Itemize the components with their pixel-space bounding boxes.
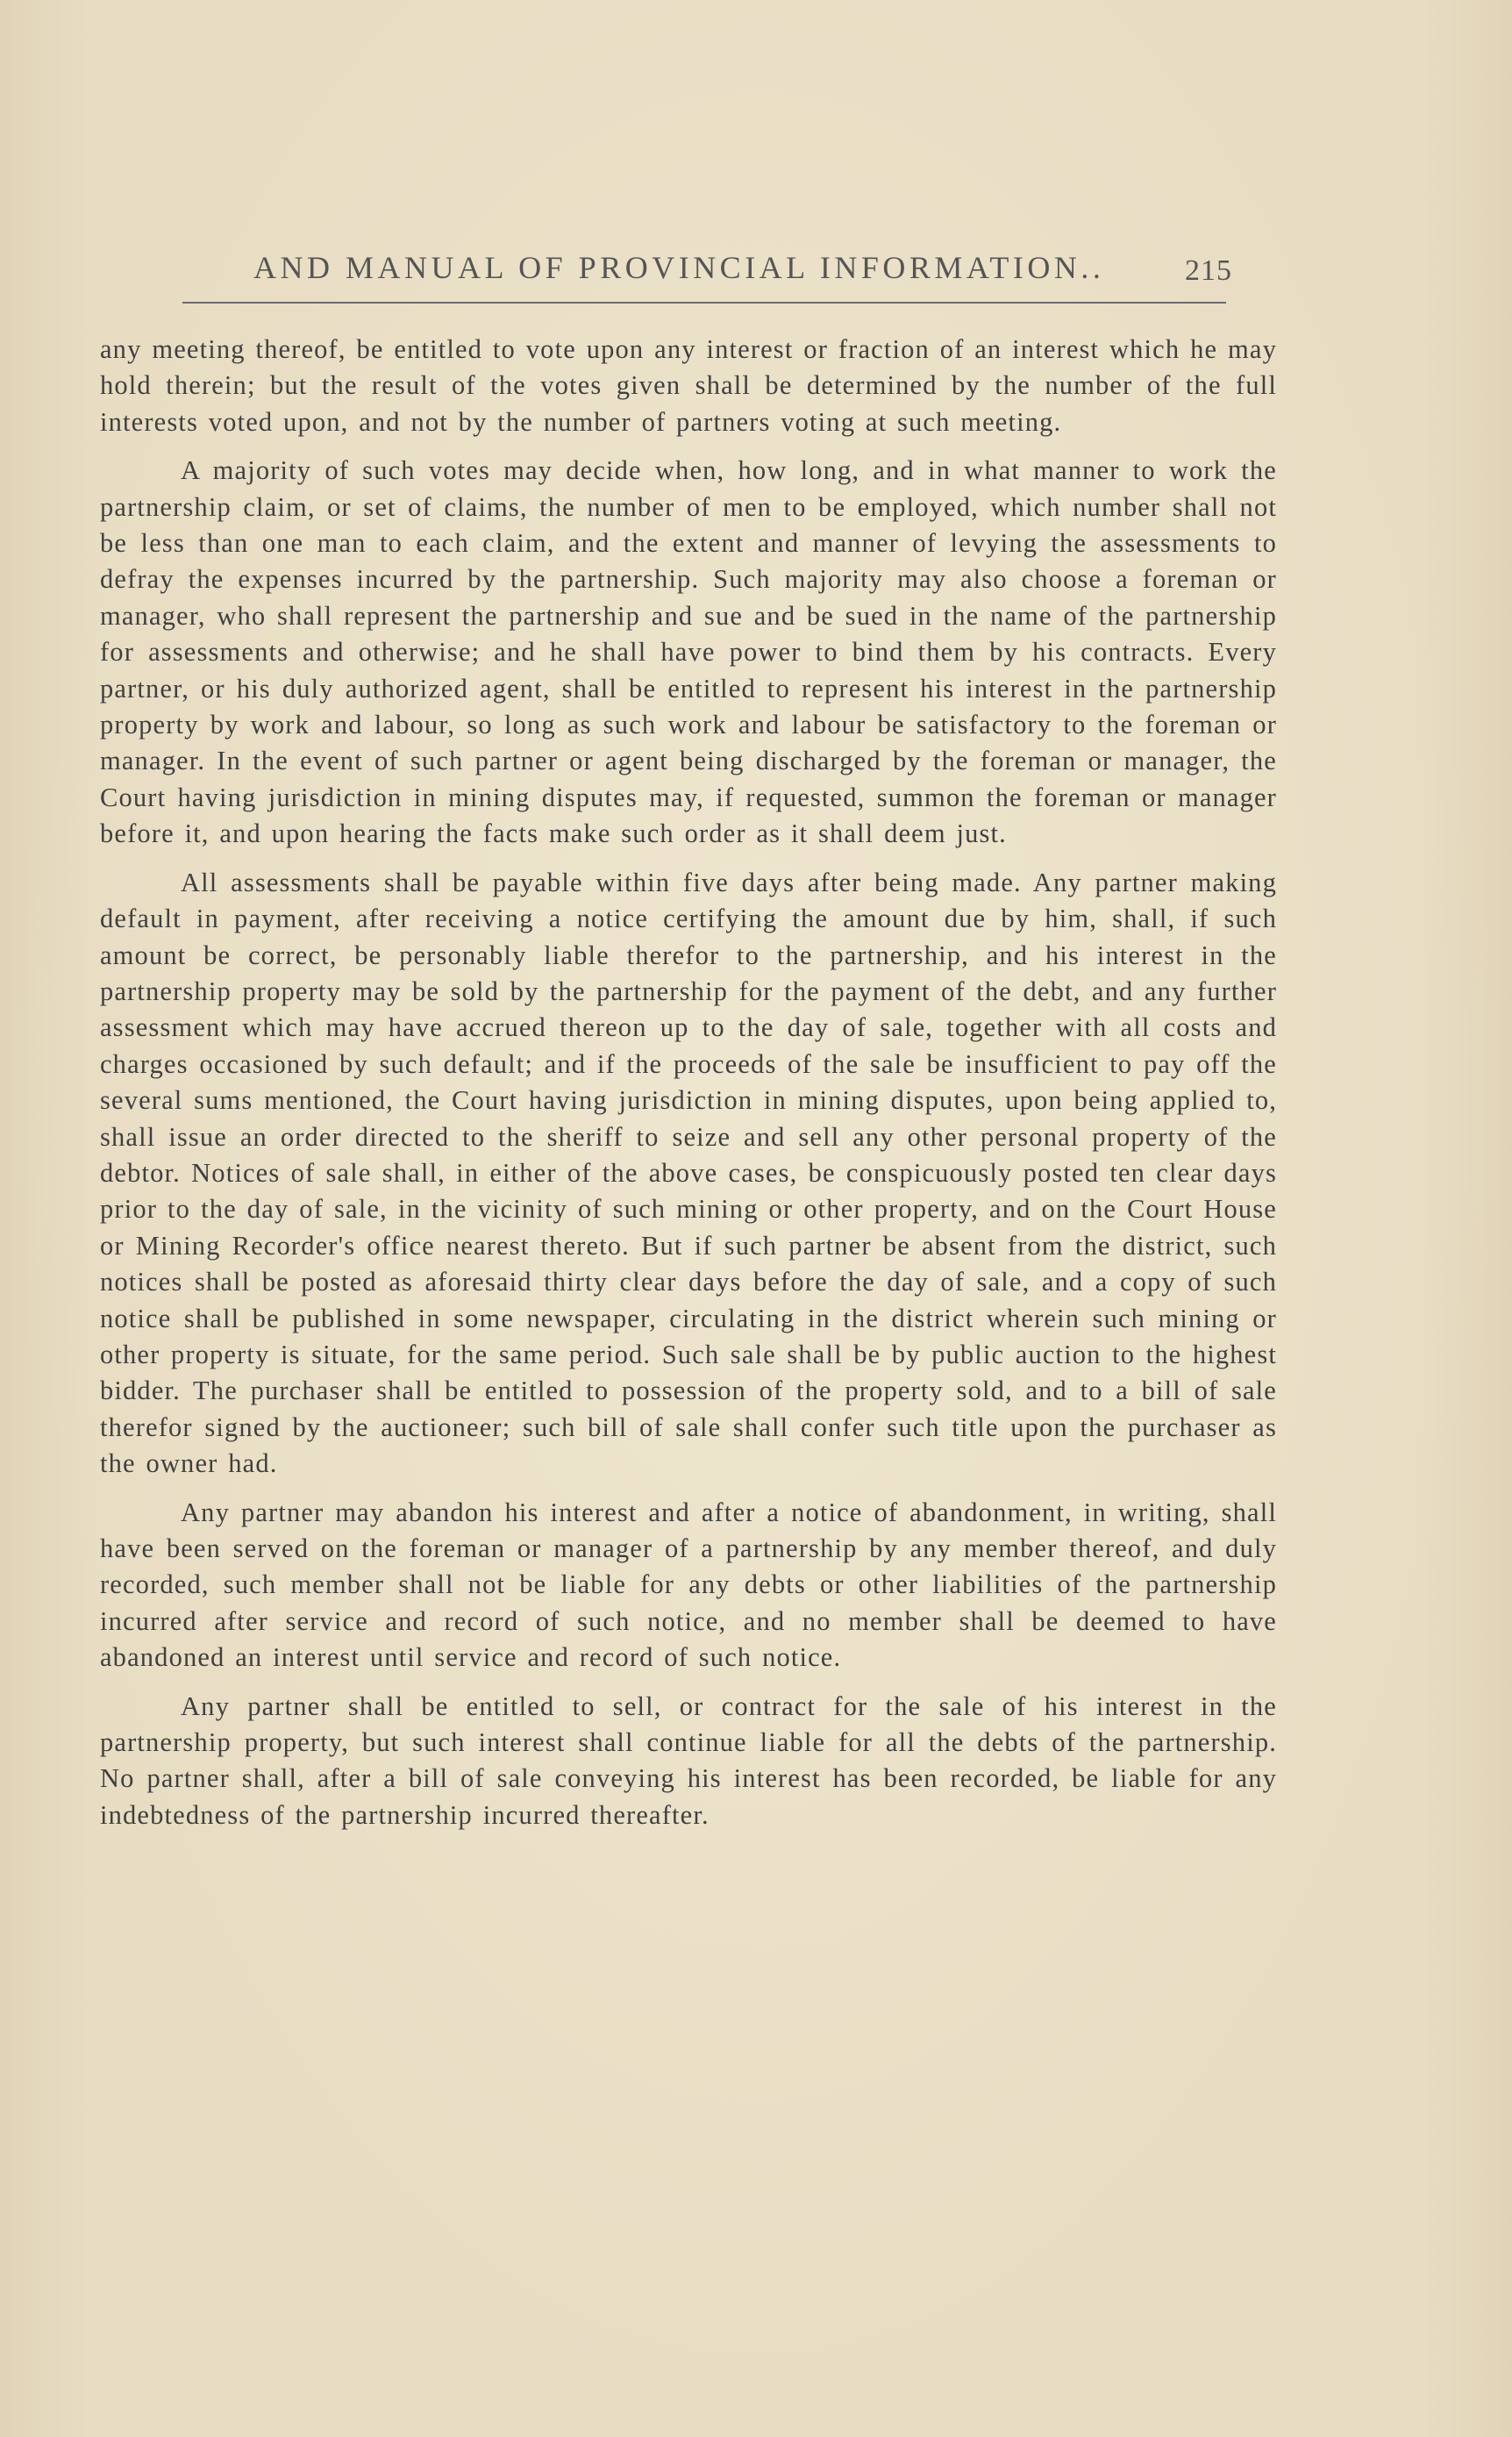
- header-rule: [182, 302, 1226, 304]
- running-head: [250, 247, 1250, 300]
- paragraph-sale-of-interest: Any partner shall be entitled to sell, or contract for the sale of his interest in the partnership property, but such interest shall continue liable for all the debts of the partnership. No partner shall, after a bill of sale conveying his interest has been recorded, be liable for any indebtedness of the partnership incurred thereafter.: [100, 1690, 1277, 1830]
- paragraph-abandonment: Any partner may abandon his interest and after a notice of abandonment, in writing, shall have been served on the foreman or manager of a partnership by any member thereof, and duly recorded, such member shall not be liable for any debts or other liabilities of the partnership incurred after service and record of such notice, and no member shall be deemed to have abandoned an interest until service and record of such notice.: [100, 1497, 1277, 1673]
- paragraph-continued: any meeting thereof, be entitled to vote upon any interest or fraction of an interest which he may hold therein; but the result of the votes given shall be determined by the number of the full interests voted upon, and not by the number of partners voting at such meeting.: [100, 334, 1277, 437]
- paragraph-assessments: All assessments shall be payable within five days after being made. Any partner making default in payment, after receiving a notice certifying the amount due by him, shall, if such amount be correct, be personably liable therefor to the partnership, and his interest in the partnership property may be sold by the partnership for the payment of the debt, and any further assessment which may have accrued thereon up to the day of sale, together with all costs and charges occasioned by such default; and if the proceeds of the sale be insufficient to pay off the several sums mentioned, the Court having jurisdiction in mining disputes, upon being applied to, shall issue an order directed to the sheriff to seize and sell any other personal property of the debtor. Notices of sale shall, in either of the above cases, be conspicuously posted ten clear days prior to the day of sale, in the vicinity of such mining or other property, and on the Court House or Mining Recorder's office nearest thereto. But if such partner be absent from the district, such notices shall be posted as aforesaid thirty clear days before the day of sale, and a copy of such notice shall be published in some newspaper, circulating in the district wherein such mining or other property is situate, for the same period. Such sale shall be by public auction to the highest bidder. The purchaser shall be entitled to possession of the property sold, and to a bill of sale therefor signed by the auctioneer; such bill of sale shall confer such title upon the purchaser as the owner had.: [100, 867, 1277, 1479]
- page-body: [100, 332, 1277, 1846]
- paragraph-majority-votes: A majority of such votes may decide when, how long, and in what manner to work the partnership claim, or set of claims, the number of men to be employed, which number shall not be less than one man to each claim, and the extent and manner of levying the assessments to defray the expenses incurred by the partnership. Such majority may also choose a foreman or manager, who shall represent the partnership and sue and be sued in the name of the partnership for assessments and otherwise; and he shall have power to bind them by his contracts. Every partner, or his duly authorized agent, shall be entitled to represent his interest in the partnership property by work and labour, so long as such work and labour be satisfactory to the foreman or manager. In the event of such partner or agent being discharged by the foreman or manager, the Court having jurisdiction in mining disputes may, if requested, summon the foreman or manager before it, and upon hearing the facts make such order as it shall deem just.: [100, 455, 1277, 849]
- running-head-title: AND MANUAL OF PROVINCIAL INFORMATION..: [253, 250, 1105, 285]
- page-number: 215: [1185, 254, 1232, 287]
